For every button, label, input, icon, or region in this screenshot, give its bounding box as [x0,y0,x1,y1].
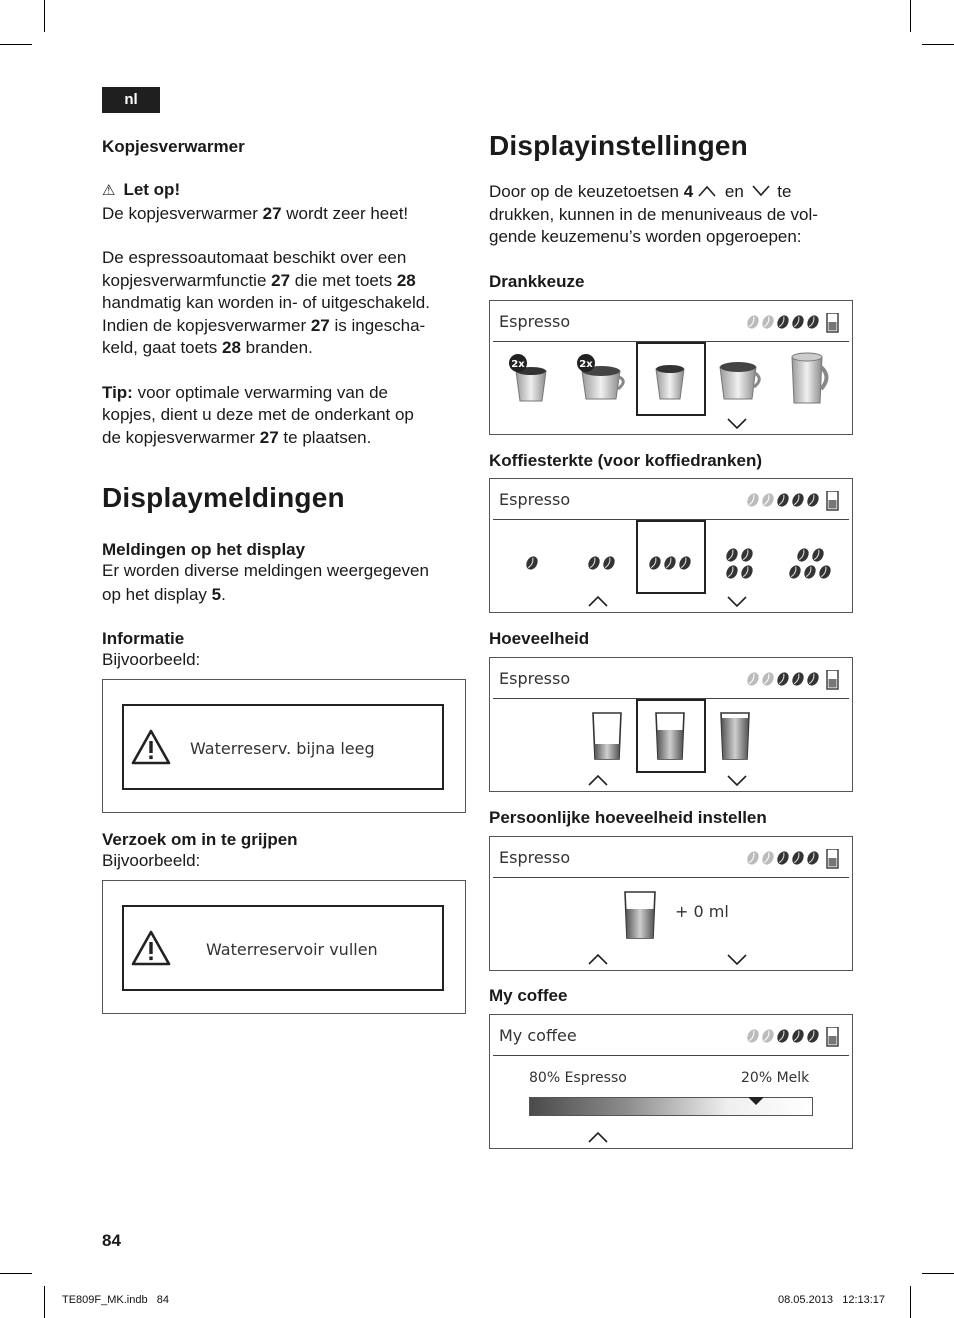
strength-4-icon [722,545,758,583]
paragraph-line: De espressoautomaat beschikt over een [102,248,407,267]
subheading-grijpen: Verzoek om in te grijpen [102,830,298,849]
chevron-up-icon[interactable] [587,774,609,787]
display-title: Espresso [499,848,571,867]
tip-line: kopjes, dient u deze met de onderkant op [102,405,414,424]
large-glass-icon [718,710,752,762]
heading-displaymeldingen: Displaymeldingen [102,482,345,513]
meldingen-section [102,540,472,606]
glass-icon [622,889,658,941]
grip-message-box [122,905,444,991]
double-coffee-cup-icon [574,349,630,407]
display-title: Espresso [499,312,571,331]
display-divider [493,877,849,878]
warning-triangle-icon [130,929,172,967]
chevron-down-icon[interactable] [726,417,748,430]
milk-percentage: 20% Melk [741,1070,810,1086]
strength-1-icon [520,551,544,575]
medium-glass-icon [653,710,687,762]
strength-2-icon [584,551,620,575]
crop-mark [44,1286,45,1318]
espresso-cup-icon [650,359,690,405]
paragraph-line: keld, gaat toets 28 branden. [102,338,313,357]
warning-heading [102,179,472,203]
intro-paragraph [489,181,859,249]
ratio-bar[interactable] [529,1097,813,1116]
paragraph-line: Door op de keuzetoetsen 4 en te [489,182,792,201]
tip-line: de kopjesverwarmer 27 te plaatsen. [102,427,372,447]
paragraph-line: handmatig kan worden in- of uitgeschakeld. [102,293,430,312]
paragraph-line: Er worden diverse meldingen weergegeven [102,561,429,580]
info-message-text: Waterreserv. bijna leeg [190,739,375,758]
subheading-my-coffee: My coffee [489,986,568,1005]
strength-level-icon [747,1027,841,1048]
warning-triangle-icon [130,728,172,766]
chevron-up-icon[interactable] [587,595,609,608]
display-koffiesterkte [489,478,853,613]
info-display-example [102,679,466,813]
crop-mark [910,1286,911,1318]
example-label: Bijvoorbeeld: [102,851,201,870]
chevron-up-icon [698,185,716,197]
subheading-drankkeuze: Drankkeuze [489,272,585,291]
subheading-koffiesterkte: Koffiesterkte (voor koffiedranken) [489,451,762,470]
page-number: 84 [102,1231,121,1250]
amount-value: + 0 ml [675,902,729,921]
strength-level-icon [747,491,841,512]
chevron-up-icon[interactable] [587,1131,609,1144]
display-title: My coffee [499,1026,577,1045]
display-hoeveelheid [489,657,853,792]
informatie-section [102,629,200,672]
crop-mark [910,0,911,32]
section-title-kopjesverwarmer: Kopjesverwarmer [102,137,245,156]
subheading-persoonlijke-hoeveelheid: Persoonlijke hoeveelheid instellen [489,808,767,827]
info-message-box [122,704,444,790]
chevron-up-icon[interactable] [587,953,609,966]
crop-mark [0,1273,32,1274]
strength-level-icon [747,670,841,691]
strength-level-icon [747,313,841,334]
paragraph-line: gende keuzemenu’s worden opgeroepen: [489,227,802,246]
espresso-percentage: 80% Espresso [529,1070,627,1086]
example-label: Bijvoorbeeld: [102,650,201,669]
subheading-meldingen: Meldingen op het display [102,540,306,559]
left-column [102,137,472,449]
chevron-down-icon[interactable] [726,953,748,966]
footer-file: TE809F_MK.indb 84 [62,1294,170,1306]
subheading-informatie: Informatie [102,629,185,648]
display-title: Espresso [499,490,571,509]
strength-3-icon [646,551,694,575]
grip-message-text: Waterreservoir vullen [206,940,378,959]
chevron-down-icon[interactable] [726,595,748,608]
mug-icon [786,349,832,409]
display-my-coffee [489,1014,853,1149]
heading-displayinstellingen: Displayinstellingen [489,130,748,161]
display-drankkeuze [489,300,853,435]
crop-mark [44,0,45,32]
strength-5-icon [786,545,836,583]
crop-mark [0,44,32,45]
paragraph-line: Indien de kopjesverwarmer 27 is ingescha- [102,315,426,335]
coffee-cup-icon [716,355,764,407]
svg-text:2x: 2x [511,359,525,370]
subheading-hoeveelheid: Hoeveelheid [489,629,590,648]
language-tab: nl [102,87,160,113]
chevron-down-icon [752,185,770,197]
ratio-marker-icon[interactable] [748,1097,764,1106]
grijpen-section [102,830,298,873]
paragraph-line: drukken, kunnen in de menuniveaus de vol- [489,204,818,224]
small-glass-icon [590,710,624,762]
grip-display-example [102,880,466,1014]
paragraph-line: kopjesverwarmfunctie 27 die met toets 28 [102,270,416,290]
warning-icon: ⚠ [102,182,116,199]
display-title: Espresso [499,669,571,688]
warning-label: Let op! [123,180,181,199]
warning-text: De kopjesverwarmer 27 wordt zeer heet! [102,203,409,223]
tip-line: Tip: voor optimale verwarming van de [102,382,388,402]
paragraph-line: op het display 5. [102,584,226,604]
chevron-down-icon[interactable] [726,774,748,787]
display-persoonlijke-hoeveelheid [489,836,853,971]
crop-mark [922,1273,954,1274]
strength-level-icon [747,849,841,870]
display-divider [493,1055,849,1056]
footer-date: 08.05.2013 12:13:17 [778,1294,886,1306]
svg-text:2x: 2x [579,359,593,370]
double-espresso-cup-icon [506,349,556,407]
crop-mark [922,44,954,45]
